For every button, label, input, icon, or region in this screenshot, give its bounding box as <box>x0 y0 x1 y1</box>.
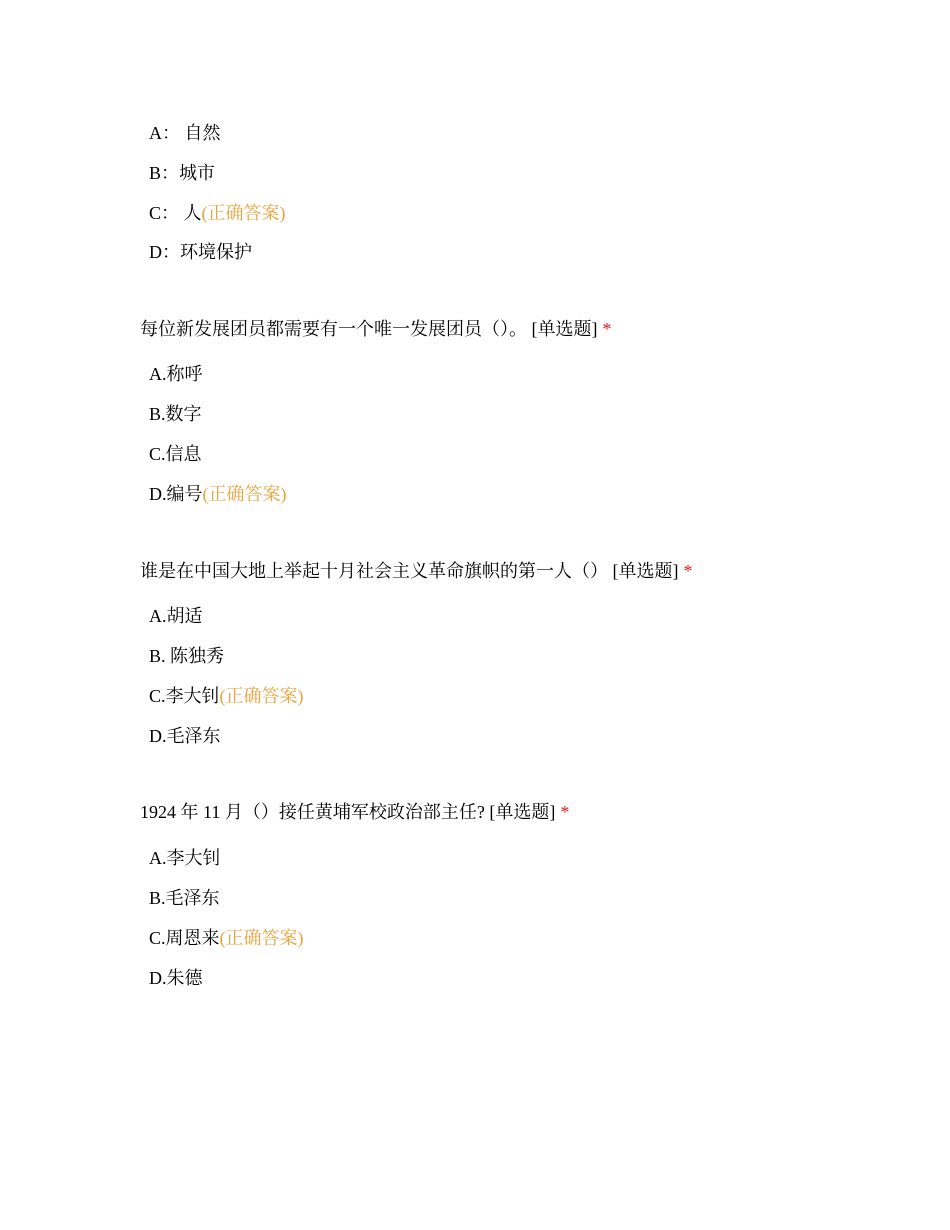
option-text: A.称呼 <box>149 364 203 384</box>
q1-option-a[interactable] <box>149 121 221 145</box>
question-type-tag: [单选题] <box>531 319 598 339</box>
q4-option-c[interactable] <box>149 926 304 950</box>
option-text: A： 自然 <box>149 123 221 143</box>
question-type-tag: [单选题] <box>612 561 679 581</box>
correct-answer-note: (正确答案) <box>202 484 287 504</box>
q1-option-d[interactable] <box>149 240 252 264</box>
required-mark: * <box>560 802 570 822</box>
correct-answer-note: (正确答案) <box>219 928 304 948</box>
q1-option-b[interactable] <box>149 161 215 185</box>
option-text: D.编号 <box>149 484 203 504</box>
option-text: C： 人 <box>149 203 202 223</box>
option-text: C.周恩来 <box>149 928 220 948</box>
question-type-tag: [单选题] <box>489 802 556 822</box>
q4-option-b[interactable] <box>149 886 220 910</box>
q3-option-d[interactable] <box>149 724 221 748</box>
q3-option-c[interactable] <box>149 684 304 708</box>
option-text: C.李大钊 <box>149 686 220 706</box>
option-text: B.毛泽东 <box>149 888 220 908</box>
option-text: D：环境保护 <box>149 242 252 262</box>
q2-option-c[interactable] <box>149 442 202 466</box>
q4-title <box>140 800 569 824</box>
option-text: A.胡适 <box>149 606 203 626</box>
question-text: 谁是在中国大地上举起十月社会主义革命旗帜的第一人（） <box>140 561 608 581</box>
option-text: B.数字 <box>149 404 202 424</box>
option-text: D.朱德 <box>149 968 203 988</box>
correct-answer-note: (正确答案) <box>201 203 286 223</box>
q3-option-b[interactable] <box>149 644 224 668</box>
q3-option-a[interactable] <box>149 604 203 628</box>
q2-title <box>140 317 612 341</box>
q2-option-b[interactable] <box>149 402 202 426</box>
required-mark: * <box>602 319 612 339</box>
q1-option-c[interactable] <box>149 201 286 225</box>
option-text: B：城市 <box>149 163 216 183</box>
q2-option-a[interactable] <box>149 362 203 386</box>
option-text: C.信息 <box>149 444 202 464</box>
required-mark: * <box>683 561 693 581</box>
q3-title <box>140 559 693 583</box>
option-text: A.李大钊 <box>149 848 221 868</box>
q2-option-d[interactable] <box>149 482 287 506</box>
correct-answer-note: (正确答案) <box>219 686 304 706</box>
option-text: B. 陈独秀 <box>149 646 225 666</box>
question-text: 每位新发展团员都需要有一个唯一发展团员（）。 <box>140 319 527 339</box>
option-text: D.毛泽东 <box>149 726 221 746</box>
q4-option-d[interactable] <box>149 966 203 990</box>
question-text: 1924 年 11 月（）接任黄埔军校政治部主任? <box>140 802 485 822</box>
q4-option-a[interactable] <box>149 846 221 870</box>
